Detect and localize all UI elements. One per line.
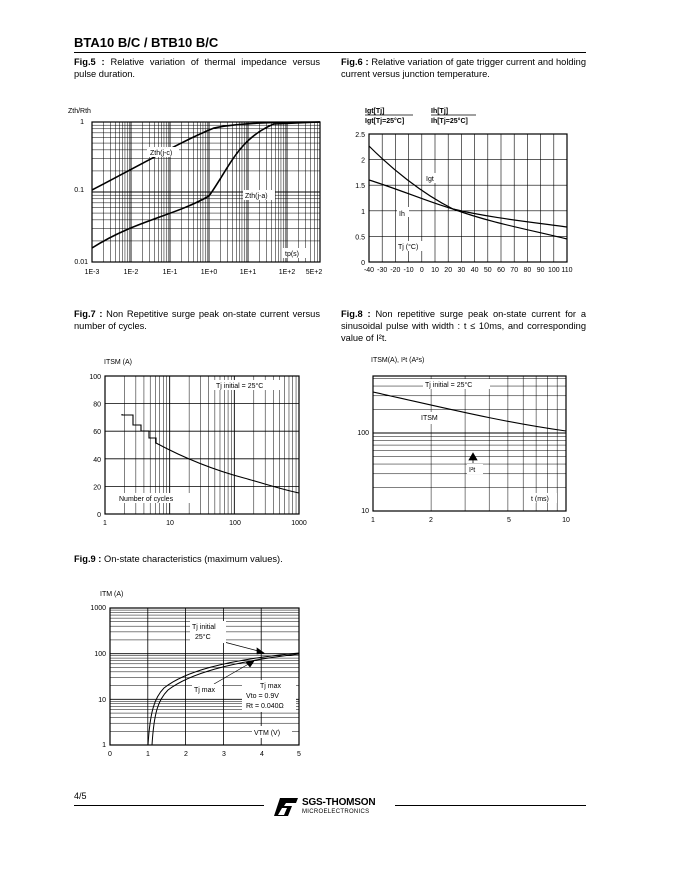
- fig5-xtick-2: 1E-2: [123, 269, 139, 276]
- fig6-xtick: 0: [419, 267, 424, 274]
- fig5-caption-text: Relative variation of thermal impedance versus pulse duration.: [74, 57, 321, 79]
- fig7-xtick-10: 10: [166, 520, 174, 527]
- fig5-caption: [74, 56, 320, 80]
- fig7-ytick: 60: [93, 429, 101, 437]
- fig6-curve-label-ih: Ih: [399, 211, 405, 218]
- fig7-xlabel: Number of cycles: [119, 496, 174, 503]
- fig9-xtick-4: 4: [260, 751, 264, 758]
- fig9-label: Fig.9 :: [74, 554, 102, 564]
- fig6-xtick: 90: [536, 267, 545, 274]
- fig6-caption: [341, 56, 586, 80]
- footer-rule-left: [74, 805, 264, 806]
- fig5-label: Fig.5 :: [74, 57, 105, 67]
- fig6-xtick: 70: [510, 267, 519, 274]
- fig7-ytick: 80: [93, 401, 101, 409]
- fig6-xtick: 40: [470, 267, 479, 274]
- fig9-ytick-10: 10: [98, 697, 106, 704]
- fig7-xtick-100: 100: [229, 520, 241, 527]
- fig7-ytick: 0: [97, 512, 101, 519]
- fig8-annotation: Tj initial = 25°C: [425, 382, 473, 389]
- fig5-ytick-0-01: 0.01: [74, 259, 88, 266]
- fig9-ylabel: ITM (A): [100, 591, 124, 598]
- fig8-frame: [373, 376, 566, 511]
- fig7-ytick: 20: [93, 484, 101, 492]
- fig9-xtick-2: 2: [184, 751, 188, 758]
- fig9-annotation-25c: 25°C: [195, 634, 211, 641]
- fig5-xtick-4: 1E+0: [200, 269, 218, 276]
- fig5-curve-zth-ja: [92, 122, 320, 248]
- fig8-xlabel: t (ms): [531, 496, 549, 503]
- fig6-ytick: 1: [361, 208, 365, 216]
- fig6-xtick: -10: [403, 267, 414, 274]
- fig8-xtick-10: 10: [562, 517, 570, 524]
- brand-name: SGS-THOMSON: [302, 797, 376, 808]
- fig9-arrow-1: [224, 642, 264, 654]
- fig6-xtick: 60: [497, 267, 505, 274]
- fig5-curve-label-zth-ja: Zth(j-a): [245, 193, 268, 200]
- fig8-ytick-100: 100: [357, 430, 369, 437]
- fig5-curve-zth-jc: [92, 122, 320, 190]
- page-number: 4/5: [74, 791, 87, 801]
- fig6-ytick: 1.5: [355, 183, 365, 191]
- fig9-ytick-100: 100: [94, 651, 106, 658]
- fig9-ytick-1000: 1000: [90, 605, 106, 612]
- fig6-ytick: 0: [361, 260, 365, 267]
- fig9-xtick-0: 0: [108, 751, 112, 758]
- fig6-xtick: -20: [390, 267, 401, 274]
- fig5-xlabel: tp(s): [285, 251, 299, 258]
- fig9-xtick-5: 5: [297, 751, 301, 758]
- fig8-ylabel: ITSM(A), I²t (A²s): [371, 357, 425, 364]
- fig6-ytick: 2.5: [355, 132, 365, 139]
- fig7-chart: [74, 358, 324, 528]
- footer-rule-right: [395, 805, 586, 806]
- fig6-xlabel: Tj (°C): [398, 244, 419, 251]
- fig6-ylabel-a-num: Igt[Tj]: [365, 108, 385, 115]
- fig6-curve-ih: [369, 180, 567, 227]
- fig5-chart: [68, 108, 334, 288]
- fig8-caption: [341, 308, 586, 344]
- fig7-caption-text: Non Repetitive surge peak on-state current versus number of cycles.: [74, 309, 320, 331]
- fig6-ylabel-a-den: Igt[Tj=25°C]: [365, 118, 405, 125]
- brand-subtitle: MICROELECTRONICS: [302, 809, 370, 815]
- fig9-annotation-tj-max-a: Tj max: [194, 687, 215, 694]
- fig8-curve-label-i2t: I²t: [469, 467, 476, 474]
- fig8-label: Fig.8 :: [341, 309, 371, 319]
- fig8-ytick-10: 10: [361, 508, 369, 515]
- fig6-ylabel-b-num: Ih[Tj]: [431, 108, 449, 115]
- fig7-caption: [74, 308, 320, 332]
- fig5-ytick-0-1: 0.1: [74, 187, 84, 194]
- fig9-annotation-vto: Vto = 0.9V: [246, 693, 279, 700]
- fig5-xtick-1: 1E-3: [84, 269, 100, 276]
- fig6-xtick: 50: [483, 267, 492, 274]
- fig9-xlabel: VTM (V): [254, 730, 281, 737]
- fig6-caption-text: Relative variation of gate trigger current and holding current versus junction temperature.: [341, 57, 586, 79]
- fig6-xtick: -40: [363, 267, 375, 274]
- fig6-xtick: 100: [547, 267, 560, 274]
- fig6-ytick: 0.5: [355, 234, 365, 242]
- fig6-xtick: -30: [377, 267, 388, 274]
- fig7-xtick-1000: 1000: [291, 520, 307, 527]
- fig7-xtick-1: 1: [103, 520, 107, 527]
- fig6-chart: [341, 108, 586, 278]
- page-header-title: BTA10 B/C / BTB10 B/C: [74, 35, 219, 50]
- fig7-yticks: [89, 374, 101, 519]
- fig8-xtick-5: 5: [507, 517, 511, 524]
- fig9-caption: [74, 553, 320, 565]
- fig6-ytick: 2: [361, 157, 365, 165]
- fig8-curve-itsm: [373, 392, 566, 431]
- fig9-xtick-1: 1: [146, 751, 150, 758]
- fig7-ytick: 100: [89, 374, 101, 381]
- fig6-yticks: [355, 132, 365, 267]
- fig8-caption-text: Non repetitive surge peak on-state current for a sinusoidal pulse with width : t ≤ 10ms, and corresponding value of I²t.: [341, 309, 586, 343]
- fig5-curve-label-zth-jc: Zth(j-c): [150, 150, 173, 157]
- fig6-label: Fig.6 :: [341, 57, 369, 67]
- fig9-chart: [74, 588, 324, 763]
- fig8-xtick-2: 2: [429, 517, 433, 524]
- fig8-chart: [341, 352, 586, 527]
- fig5-grid: [92, 122, 320, 262]
- fig9-annotation-rt: Rt = 0.040Ω: [246, 703, 284, 710]
- fig9-xtick-3: 3: [222, 751, 226, 758]
- fig6-xtick: 110: [561, 267, 573, 274]
- fig6-ylabel-b-den: Ih[Tj=25°C]: [431, 118, 468, 125]
- fig8-grid: [373, 376, 566, 511]
- fig6-curve-label-igt: Igt: [426, 176, 434, 183]
- fig5-xtick-6: 1E+2: [278, 269, 296, 276]
- fig6-xticks: [364, 267, 573, 274]
- fig8-xtick-1: 1: [371, 517, 375, 524]
- fig6-curve-igt: [369, 146, 567, 239]
- fig5-xtick-5: 1E+1: [239, 269, 257, 276]
- fig7-curve-itsm: [122, 414, 299, 493]
- fig5-xtick-3: 1E-1: [162, 269, 178, 276]
- fig9-caption-text: On-state characteristics (maximum values).: [103, 554, 283, 564]
- fig6-xtick: 30: [457, 267, 466, 274]
- fig6-xtick: 80: [523, 267, 532, 274]
- fig9-annotation-tj-initial: Tj initial: [192, 624, 216, 631]
- fig7-label: Fig.7 :: [74, 309, 103, 319]
- fig5-xtick-7: 5E+2: [305, 269, 323, 276]
- fig8-arrow: [469, 453, 477, 463]
- fig7-annotation: Tj initial = 25°C: [216, 383, 264, 390]
- fig9-ytick-1: 1: [102, 742, 106, 749]
- fig8-curve-label-itsm: ITSM: [421, 415, 438, 422]
- fig7-ylabel: ITSM (A): [104, 359, 132, 366]
- fig9-annotation-tj-max-b: Tj max: [260, 683, 281, 690]
- fig6-xtick: 20: [444, 267, 453, 274]
- header-rule: [74, 52, 586, 53]
- fig6-xtick: 10: [431, 267, 439, 274]
- fig5-ytick-1: 1: [80, 119, 84, 126]
- fig7-ytick: 40: [93, 456, 101, 464]
- fig5-ylabel: Zth/Rth: [68, 108, 91, 115]
